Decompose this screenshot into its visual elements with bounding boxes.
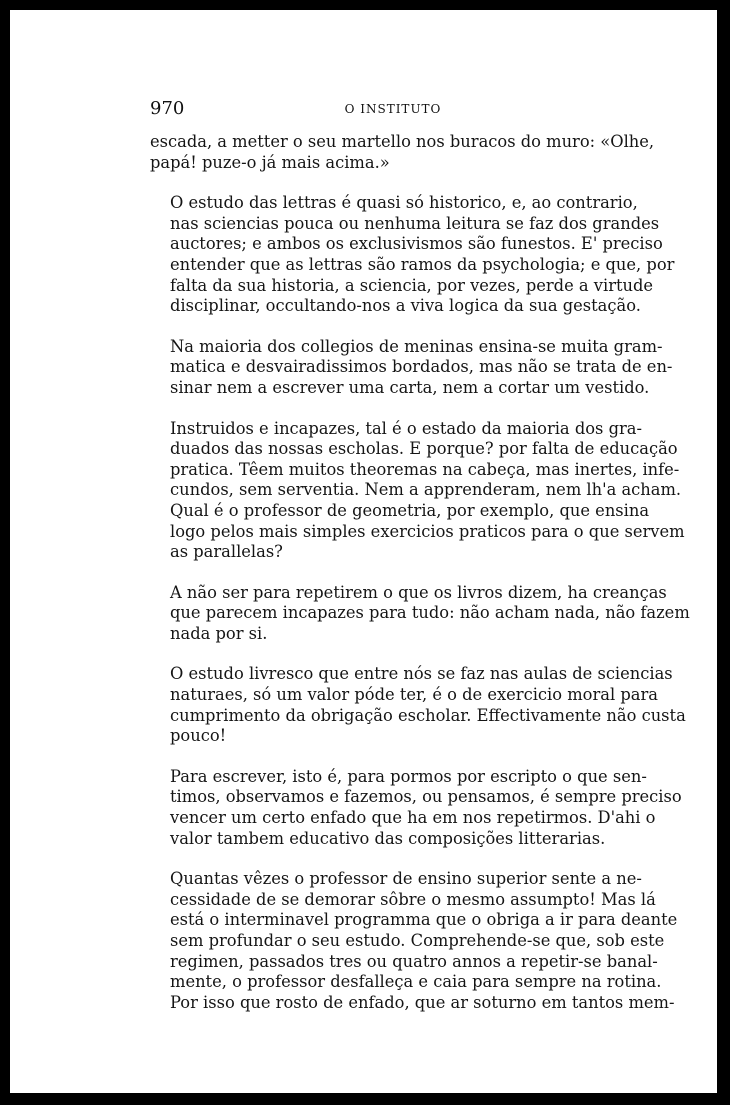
text-line: Na maioria dos collegios de meninas ensina-se muita gram- <box>170 336 663 356</box>
page-header <box>150 98 636 122</box>
text-line: nas sciencias pouca ou nenhuma leitura se faz dos grandes <box>170 213 660 233</box>
text-line: disciplinar, occultando-nos a viva logica da sua gestação. <box>170 296 641 316</box>
text-line: auctores; e ambos os exclusivismos são funestos. E' preciso <box>170 234 663 254</box>
text-line: que parecem incapazes para tudo: não acham nada, não fazem <box>170 603 690 623</box>
text-line: sem profundar o seu estudo. Comprehende-se que, sob este <box>170 931 665 950</box>
paragraph-1 <box>150 132 655 173</box>
text-line: matica e desvairadissimos bordados, mas não se trata de en- <box>170 357 673 377</box>
paragraph-8 <box>150 869 678 1013</box>
paragraph-7 <box>150 766 682 849</box>
text-line: logo pelos mais simples exercicios praticos para o que servem <box>170 521 685 541</box>
text-line: Qual é o professor de geometria, por exemplo, que ensina <box>170 500 650 520</box>
paragraph-5 <box>150 582 690 645</box>
text-line: vencer um certo enfado que ha em nos repetirmos. D'ahi o <box>170 808 656 828</box>
text-line: naturaes, só um valor póde ter, é o de exercicio moral para <box>170 685 658 705</box>
text-line: Instruidos e incapazes, tal é o estado da maioria dos gra- <box>170 418 642 438</box>
text-line: O estudo livresco que entre nós se faz nas aulas de sciencias <box>170 664 673 684</box>
text-line: pratica. Têem muitos theoremas na cabeça, mas inertes, infe- <box>170 459 680 479</box>
text-line: está o interminavel programma que o obriga a ir para deante <box>170 910 678 930</box>
text-line: falta da sua historia, a sciencia, por vezes, perde a virtude <box>170 275 654 295</box>
paragraph-3 <box>150 336 673 399</box>
text-line: mente, o professor desfalleça e caia para sempre na rotina. <box>170 972 662 992</box>
text-line: duados das nossas escholas. E porque? por falta de educação <box>170 439 678 459</box>
paragraph-6 <box>150 664 686 746</box>
text-line: entender que as lettras são ramos da psychologia; e que, por <box>170 254 675 274</box>
paragraph-4 <box>150 418 685 563</box>
body-text <box>150 132 690 1033</box>
running-title: O INSTITUTO <box>344 102 442 116</box>
book-page <box>10 10 717 1093</box>
text-line: sinar nem a escrever uma carta, nem a cortar um vestido. <box>170 377 650 397</box>
page-number: 970 <box>150 98 185 119</box>
text-line: escada, a metter o seu martello nos buracos do muro: «Olhe, <box>150 132 655 151</box>
text-line: O estudo das lettras é quasi só historico, e, ao contrario, <box>170 193 638 213</box>
text-line: cessidade de se demorar sôbre o mesmo assumpto! Mas lá <box>170 889 656 909</box>
text-line: cundos, sem serventia. Nem a apprenderam, nem lh'a acham. <box>170 480 682 500</box>
text-line: A não ser para repetirem o que os livros dizem, ha creanças <box>170 582 667 602</box>
paragraph-2 <box>150 193 675 317</box>
text-line: papá! puze-o já mais acima.» <box>150 152 390 172</box>
text-line: regimen, passados tres ou quatro annos a repetir-se banal- <box>170 951 658 971</box>
text-line: nada por si. <box>170 623 268 643</box>
text-line: Para escrever, isto é, para pormos por escripto o que sen- <box>170 766 647 786</box>
text-line: pouco! <box>170 726 227 746</box>
text-line: as parallelas? <box>170 542 283 562</box>
text-line: Por isso que rosto de enfado, que ar soturno em tantos mem- <box>170 992 675 1012</box>
text-line: cumprimento da obrigação escholar. Effectivamente não custa <box>170 705 686 725</box>
text-line: valor tambem educativo das composições litterarias. <box>170 828 606 848</box>
text-line: Quantas vêzes o professor de ensino superior sente a ne- <box>170 869 642 889</box>
text-line: timos, observamos e fazemos, ou pensamos, é sempre preciso <box>170 787 682 807</box>
